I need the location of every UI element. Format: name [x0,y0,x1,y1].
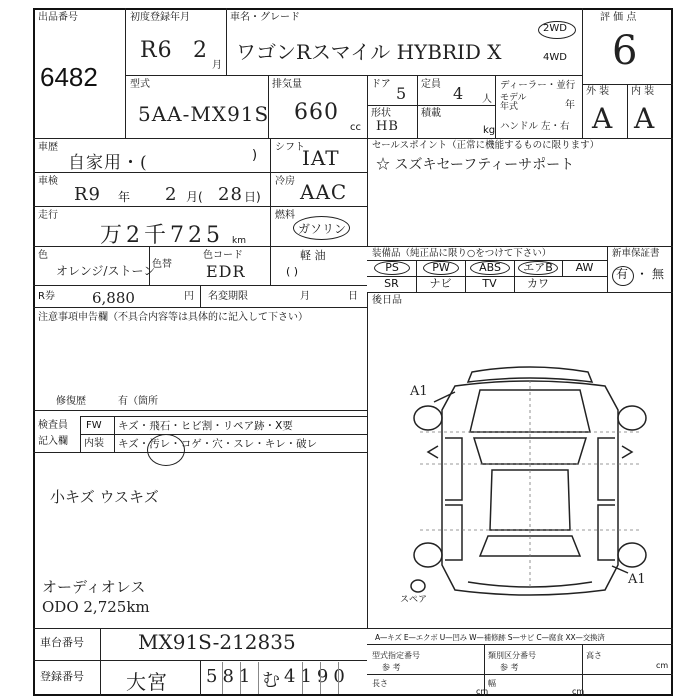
color-value: オレンジ/ストーン [56,264,156,278]
lot-number: 6482 [40,62,98,92]
interior-check-items: キズ・汚レ・コゲ・穴・スレ・キレ・破レ [118,438,318,450]
equip-tv: TV [482,277,497,290]
divider [100,628,101,696]
interior-grade: A [634,102,656,135]
divider [417,75,418,138]
damage-legend: A—キズ E—エクボ U—凹み W—補修跡 S—サビ C—腐食 XX—交換済 [375,633,605,642]
color-code-label: 色コード [203,250,243,261]
first-registration-label: 初度登録年月 [130,12,190,23]
notes-label: 注意事項申告欄（不具合内容等は具体的に記入して下さい） [38,312,308,323]
divider [367,138,368,246]
height-label: 高さ [586,651,602,660]
capacity-label: 定員 [421,79,441,90]
equip-pw: PW [423,261,459,275]
height-unit: cm [656,661,669,670]
history-label: 車歴 [38,142,58,153]
equip-airbag: エアB [518,261,558,275]
divider [367,674,673,675]
exterior-check-items: キズ・飛石・ヒビ割・リペア跡・X要 [118,420,293,432]
divider [200,285,201,307]
damage-mark-a1-front-left: A1 [410,384,428,399]
repair-value: 有（箇所 [118,396,158,407]
registration-label: 登録番号 [40,670,84,683]
fuel-paren: ( ) [286,265,299,278]
warranty-no: 無 [652,267,665,281]
warranty-yes: 有 [616,267,629,281]
registration-number: 4190 [284,666,350,687]
equip-leather: カワ [527,277,549,290]
divider [33,410,367,411]
divider [240,662,241,694]
dealer-label: ディーラー・並行 [500,80,576,91]
divider [33,138,673,139]
handwritten-note-1: 小キズ ウスキズ [50,488,159,506]
equip-navi: ナビ [429,277,452,290]
divider [125,8,126,138]
chassis-label: 車台番号 [40,636,84,649]
warranty-sep: ・ [636,267,649,281]
inspection-era: R9 [74,184,102,205]
yen-unit: 円 [184,291,194,302]
inspection-label: 車検 [38,176,58,187]
handle-label: ハンドル 左・右 [500,121,570,132]
fuel-value: ガソリン [298,222,347,236]
repair-label: 修復歴 [56,396,86,407]
interior-label: 内 装 [631,86,655,97]
name-grade: ワゴンRスマイル HYBRID X [236,40,502,64]
people-unit: 人 [482,94,492,105]
registration-area: 大宮 [126,670,168,694]
ac-label: 冷房 [275,176,295,187]
history-value: 自家用・( [68,153,148,173]
sales-points-label: セールスポイント（正常に機能するものに限ります） [372,140,600,151]
year-unit: 年 [565,100,575,111]
divider [607,246,608,292]
recycle-label: R券 [38,291,55,302]
inspection-year-unit: 年 [118,190,131,204]
width-unit: cm [572,687,585,696]
stain-circle [147,434,185,466]
model-year-label: モデル 年式 [500,93,527,112]
divider [114,416,115,452]
divider [258,662,259,694]
km-unit: km [232,236,246,246]
length-label: 長さ [372,679,388,688]
inspection-month-unit: 月( [186,190,203,204]
width-label: 幅 [488,679,496,688]
model-label: 型式 [130,79,150,90]
color-label: 色 [38,250,48,261]
displacement-label: 排気量 [272,79,302,90]
divider [125,75,582,76]
registration-month: 2 [193,38,208,63]
divider [495,75,496,138]
name-grade-label: 車名・グレード [230,12,300,23]
entry-label: 記入欄 [38,436,68,447]
lot-number-label: 出品番号 [38,12,78,23]
inspection-month: 2 [165,184,178,205]
divider [484,644,485,696]
divider [367,292,673,293]
name-change-month: 月 [300,291,310,302]
equipment-label: 装備品（純正品に限り○をつけて下さい） [372,248,552,259]
divider [320,662,321,694]
car-condition-diagram [400,360,660,600]
load-label: 積載 [421,108,441,119]
divider [367,644,673,645]
interior-check-head: 内装 [84,438,104,449]
length-unit: cm [476,687,489,696]
name-change-label: 名変期限 [208,291,248,302]
mileage-value: 万2千725 [100,223,224,248]
fuel-light-oil: 軽 油 [300,249,326,262]
chassis-number: MX91S-212835 [138,630,296,654]
color-change-label: 色替 [152,259,172,270]
sales-points-text: ☆ スズキセーフティーサポート [376,157,575,173]
cc-unit: cc [350,122,361,133]
score: 6 [612,28,639,74]
drive-2wd: 2WD [543,23,567,34]
shape-label: 形状 [371,108,391,119]
divider [200,660,201,696]
color-code: EDR [206,262,246,281]
inspection-day-unit: 日) [244,190,261,204]
displacement: 660 [294,100,339,125]
equip-ps: PS [374,261,410,275]
recycle-value: 6,880 [92,289,135,307]
divider [367,292,368,628]
registration-class: 581 [206,666,256,687]
divider [627,84,628,138]
divider [33,452,367,453]
reference-label-2: 参 考 [500,663,519,672]
kg-unit: kg [483,125,496,136]
equip-sr: SR [384,277,399,290]
divider [80,416,367,417]
divider [33,206,367,207]
shift-value: IAT [302,146,340,170]
divider [33,628,673,629]
equip-abs: ABS [470,261,510,275]
equip-aw: AW [575,261,594,274]
warranty-label: 新車保証書 [612,248,660,259]
ac-value: AAC [300,180,348,204]
month-unit: 月 [212,60,222,71]
mileage-label: 走行 [38,210,58,221]
divider [80,434,367,435]
divider [302,662,303,694]
drive-4wd: 4WD [543,52,567,63]
handwritten-note-3: ODO 2,725km [42,598,150,616]
class-number-label: 類別区分番号 [488,651,536,660]
capacity: 4 [453,84,465,103]
inspection-day: 28 [218,184,243,205]
divider [367,246,673,247]
name-change-day: 日 [348,291,358,302]
damage-mark-a1-rear-right: A1 [628,572,646,587]
shift-label: シフト [275,142,305,153]
registration-era: R6 [140,38,173,63]
exterior-label: 外 装 [586,86,610,97]
divider [582,8,583,138]
exterior-check-head: FW [86,420,102,431]
fuel-label: 燃料 [275,210,295,221]
divider [367,75,368,138]
doors-label: ドア [371,79,391,90]
divider [270,138,271,285]
history-close: ) [252,148,258,163]
registration-kana: む [262,670,281,691]
inspector-label: 検査員 [38,420,68,431]
shape: HB [376,119,399,134]
score-label: 評 価 点 [600,12,637,23]
spare-tire-label: スペア [400,595,428,605]
reference-label-1: 参 考 [382,663,401,672]
divider [222,662,223,694]
divider [367,105,495,106]
handwritten-note-2: オーディオレス [42,578,146,596]
divider [582,644,583,696]
divider [338,662,339,694]
exterior-grade: A [592,102,614,135]
model-code: 5AA-MX91S [138,102,270,126]
rear-seat-label: 後日品 [372,295,402,306]
divider [33,307,367,308]
type-designation-label: 型式指定番号 [372,651,420,660]
divider [226,8,227,75]
doors: 5 [396,84,408,103]
